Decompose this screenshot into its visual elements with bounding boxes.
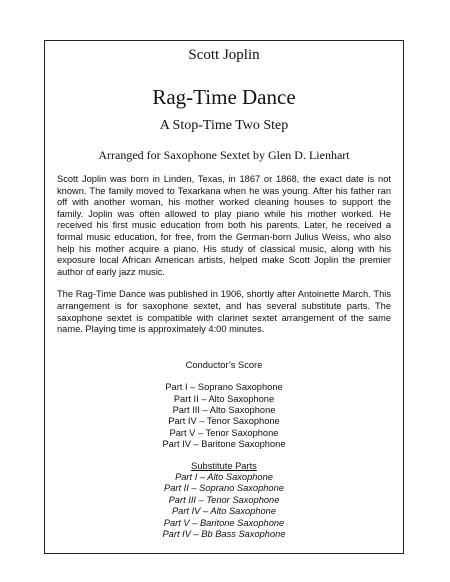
substitute-parts-heading: Substitute Parts [191, 460, 257, 471]
part-item: Part I – Soprano Saxophone [165, 382, 283, 393]
piece-subtitle: A Stop-Time Two Step [159, 118, 289, 133]
substitute-part-item: Part I – Alto Saxophone [175, 471, 273, 482]
substitute-part-item: Part II – Soprano Saxophone [164, 483, 284, 494]
document-page [44, 40, 404, 554]
arranger-credit: Arranged for Saxophone Sextet by Glen D. Lienhart [98, 148, 350, 162]
substitute-part-item: Part V – Baritone Saxophone [163, 517, 285, 528]
composer-name: Scott Joplin [188, 47, 260, 63]
substitute-parts-list [45, 472, 403, 540]
part-item: Part II – Alto Saxophone [173, 393, 275, 404]
parts-list [45, 382, 403, 450]
part-item: Part III – Alto Saxophone [172, 404, 276, 415]
substitute-part-item: Part III – Tenor Saxophone [168, 494, 280, 505]
substitute-part-item: Part IV – Bb Bass Saxophone [162, 529, 286, 539]
substitute-part-item: Part IV – Alto Saxophone [171, 506, 277, 517]
piece-title: Rag-Time Dance [152, 85, 296, 109]
part-item: Part IV – Baritone Saxophone [162, 439, 286, 450]
publication-paragraph: The Rag-Time Dance was published in 1906, shortly after Antoinette March. This arrangement is for saxophone sextet, and has several substitute parts. The saxophone sextet is compatible with clarinet sextet arrangement of the same name. Playing time is approximately 4:00 minutes. [57, 289, 391, 335]
conductor-score-label: Conductor’s Score [185, 359, 263, 370]
part-item: Part IV – Tenor Saxophone [168, 416, 280, 427]
part-item: Part V – Tenor Saxophone [169, 427, 279, 438]
biography-paragraph: Scott Joplin was born in Linden, Texas, in 1867 or 1868, the exact date is not known. The family moved to Texarkana when he was young. After his father ran off with another woman, his mother worked cleaning houses to support the family. Joplin was often allowed to play piano while his mother worked. He received his first music education from both his parents. Later, he received a formal music education, for free, from the German-born Julius Weiss, who also help his mother acquire a piano. His study of classical music, along with his exposure local African American artists, helped make Scott Joplin the premier author of early jazz music. [57, 174, 391, 277]
